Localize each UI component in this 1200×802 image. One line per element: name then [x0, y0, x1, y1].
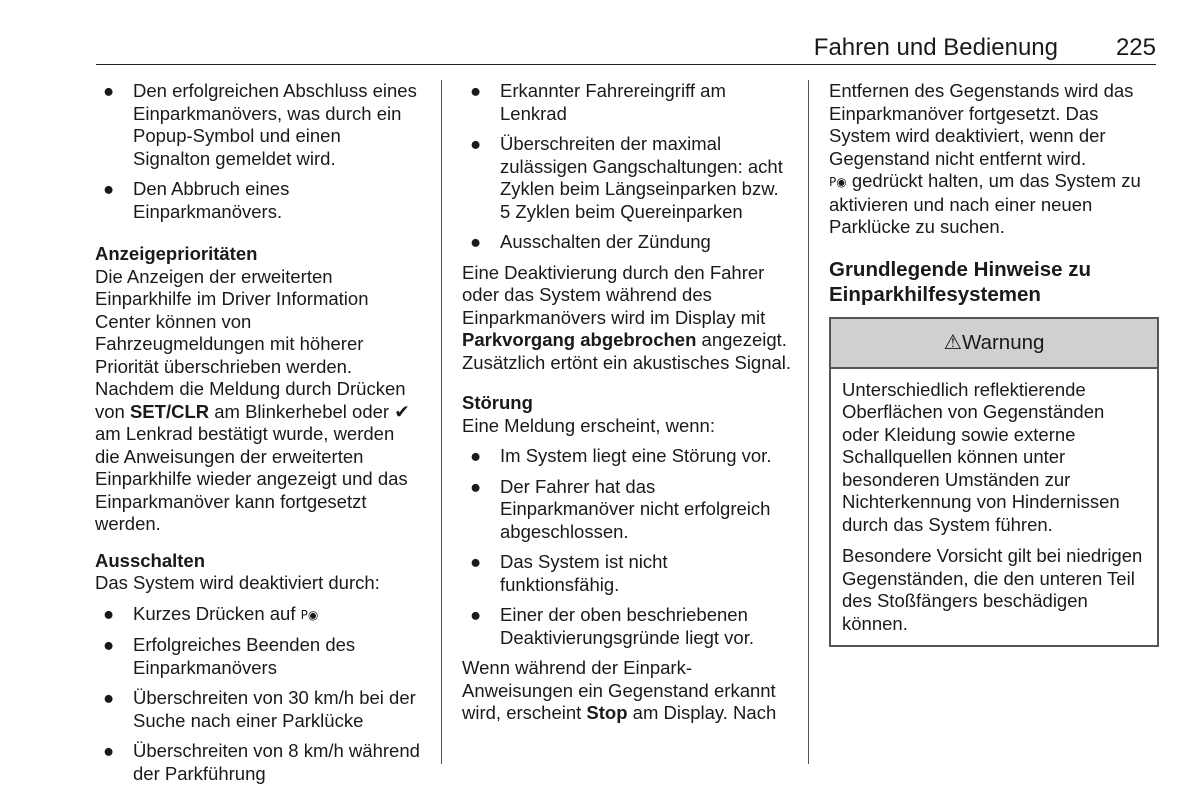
- intro-list: [95, 80, 420, 223]
- list-item: ● Erfolgreiches Beenden des Einparkmanövers: [103, 634, 356, 678]
- heading-switch-off: Ausschalten: [95, 549, 206, 571]
- bullet-icon: ●: [470, 445, 482, 466]
- list-item: ● Das System ist nicht funktionsfähig.: [470, 551, 668, 595]
- paragraph-hold: P◉ gedrückt halten, um das System zu aktivieren und nach einer neuen Parklücke zu suchen.: [829, 170, 1141, 237]
- section-heading: Grundlegende Hinweise zu Einparkhilfesystemen: [829, 257, 1091, 306]
- park-assist-icon: P◉: [829, 175, 847, 189]
- list-item: ● Einer der oben beschriebenen Deaktivierungsgründe liegt vor.: [470, 604, 755, 648]
- bullet-icon: ●: [103, 80, 115, 101]
- stop-label: Stop: [586, 702, 628, 723]
- list-item: ● Erkannter Fahrereingriff am Lenkrad: [470, 80, 726, 124]
- list-item: ● Ausschalten der Zündung: [470, 231, 711, 252]
- heading-display-priorities: Anzeigeprioritäten: [95, 243, 258, 264]
- list-item: ● Überschreiten von 30 km/h bei der Suche nach einer Parklücke: [103, 687, 416, 731]
- off-list: [95, 603, 420, 786]
- paragraph-deactivation-display: Eine Deaktivierung durch den Fahrer oder das System während des Einparkmanövers wird im Display mit Parkvorgang abgebrochen angezeigt. Zusätzlich ertönt ein akustisches Signal.: [462, 261, 792, 373]
- warning-paragraph-1: Unterschiedlich reflektierende Oberflächen von Gegenständen oder Kleidung sowie externe Schallquellen können unter besonderen Umständen zur Nichterkennung von Hindernissen durch das System führen.: [842, 378, 1120, 535]
- bullet-icon: ●: [103, 687, 115, 708]
- set-clr-label: SET/CLR: [129, 400, 210, 422]
- bullet-icon: ●: [470, 231, 482, 252]
- warning-box: [829, 317, 1159, 648]
- bullet-icon: ●: [470, 80, 482, 101]
- paragraph-priorities: Die Anzeigen der erweiterten Einparkhilfe im Driver Information Center können von Fahrzeugmeldungen mit höherer Priorität überschrieben werden. Nachdem die Meldung durch Drücken von SET/CLR am Blinkerhebel oder ✔ am Lenkrad bestätigt wurde, werden die Anweisungen der erweiterten Einparkhilfe wieder angezeigt und das Einparkmanöver kann fortgesetzt werden.: [95, 265, 410, 534]
- column-left: [95, 80, 420, 793]
- bullet-icon: ●: [470, 604, 482, 625]
- park-assist-icon: P◉: [300, 607, 319, 622]
- fault-list: [462, 445, 792, 649]
- column-right: [829, 80, 1157, 647]
- column-middle: [462, 80, 792, 725]
- list-item: ● Überschreiten von 8 km/h während der Parkführung: [103, 740, 420, 784]
- list-item: ● Den Abbruch eines Einparkmanövers.: [103, 178, 290, 222]
- paragraph-off-intro: Das System wird deaktiviert durch:: [95, 572, 380, 593]
- bullet-icon: ●: [470, 133, 482, 154]
- list-item: ● Überschreiten der maximal zulässigen Gangschaltungen: acht Zyklen beim Längseinparken bzw. 5 Zyklen beim Quereinparken: [470, 133, 783, 222]
- list-item: ● Der Fahrer hat das Einparkmanöver nicht erfolgreich abgeschlossen.: [470, 475, 771, 542]
- bullet-icon: ●: [103, 178, 115, 199]
- warning-triangle-icon: ⚠: [943, 330, 962, 354]
- page-header: [96, 32, 1156, 65]
- warning-header: [831, 319, 1157, 369]
- paragraph-obstacle: Wenn während der Einpark-Anweisungen ein Gegenstand erkannt wird, erscheint Stop am Display. Nach: [462, 657, 777, 723]
- paragraph-fault-intro: Eine Meldung erscheint, wenn:: [462, 414, 715, 436]
- bullet-icon: ●: [103, 634, 115, 655]
- list-item: ● Den erfolgreichen Abschluss eines Einparkmanövers, was durch ein Popup-Symbol und einen Signalton gemeldet wird.: [103, 80, 417, 169]
- page-number: 225: [1115, 34, 1156, 61]
- heading-fault: Störung: [462, 392, 533, 413]
- deactivation-list: [462, 80, 792, 254]
- warning-body: [831, 369, 1157, 646]
- warning-paragraph-2: Besondere Vorsicht gilt bei niedrigen Gegenständen, die den unteren Teil des Stoßfängers beschädigen können.: [842, 545, 1143, 634]
- chapter-title: Fahren und Bedienung: [813, 34, 1058, 61]
- bullet-icon: ●: [103, 740, 115, 761]
- paragraph-continue: Entfernen des Gegenstands wird das Einparkmanöver fortgesetzt. Das System wird deaktiviert, wenn der Gegenstand nicht entfernt wird.: [829, 80, 1134, 169]
- column-divider-1: [441, 80, 442, 764]
- bullet-icon: ●: [470, 475, 482, 497]
- list-item: ● Im System liegt eine Störung vor.: [470, 445, 772, 466]
- parking-aborted-label: Parkvorgang abgebrochen: [462, 329, 697, 350]
- bullet-icon: ●: [103, 602, 115, 624]
- bullet-icon: ●: [470, 551, 482, 572]
- column-divider-2: [808, 80, 809, 764]
- list-item: ● Kurzes Drücken auf P◉: [103, 602, 319, 624]
- warning-title: Warnung: [961, 330, 1045, 354]
